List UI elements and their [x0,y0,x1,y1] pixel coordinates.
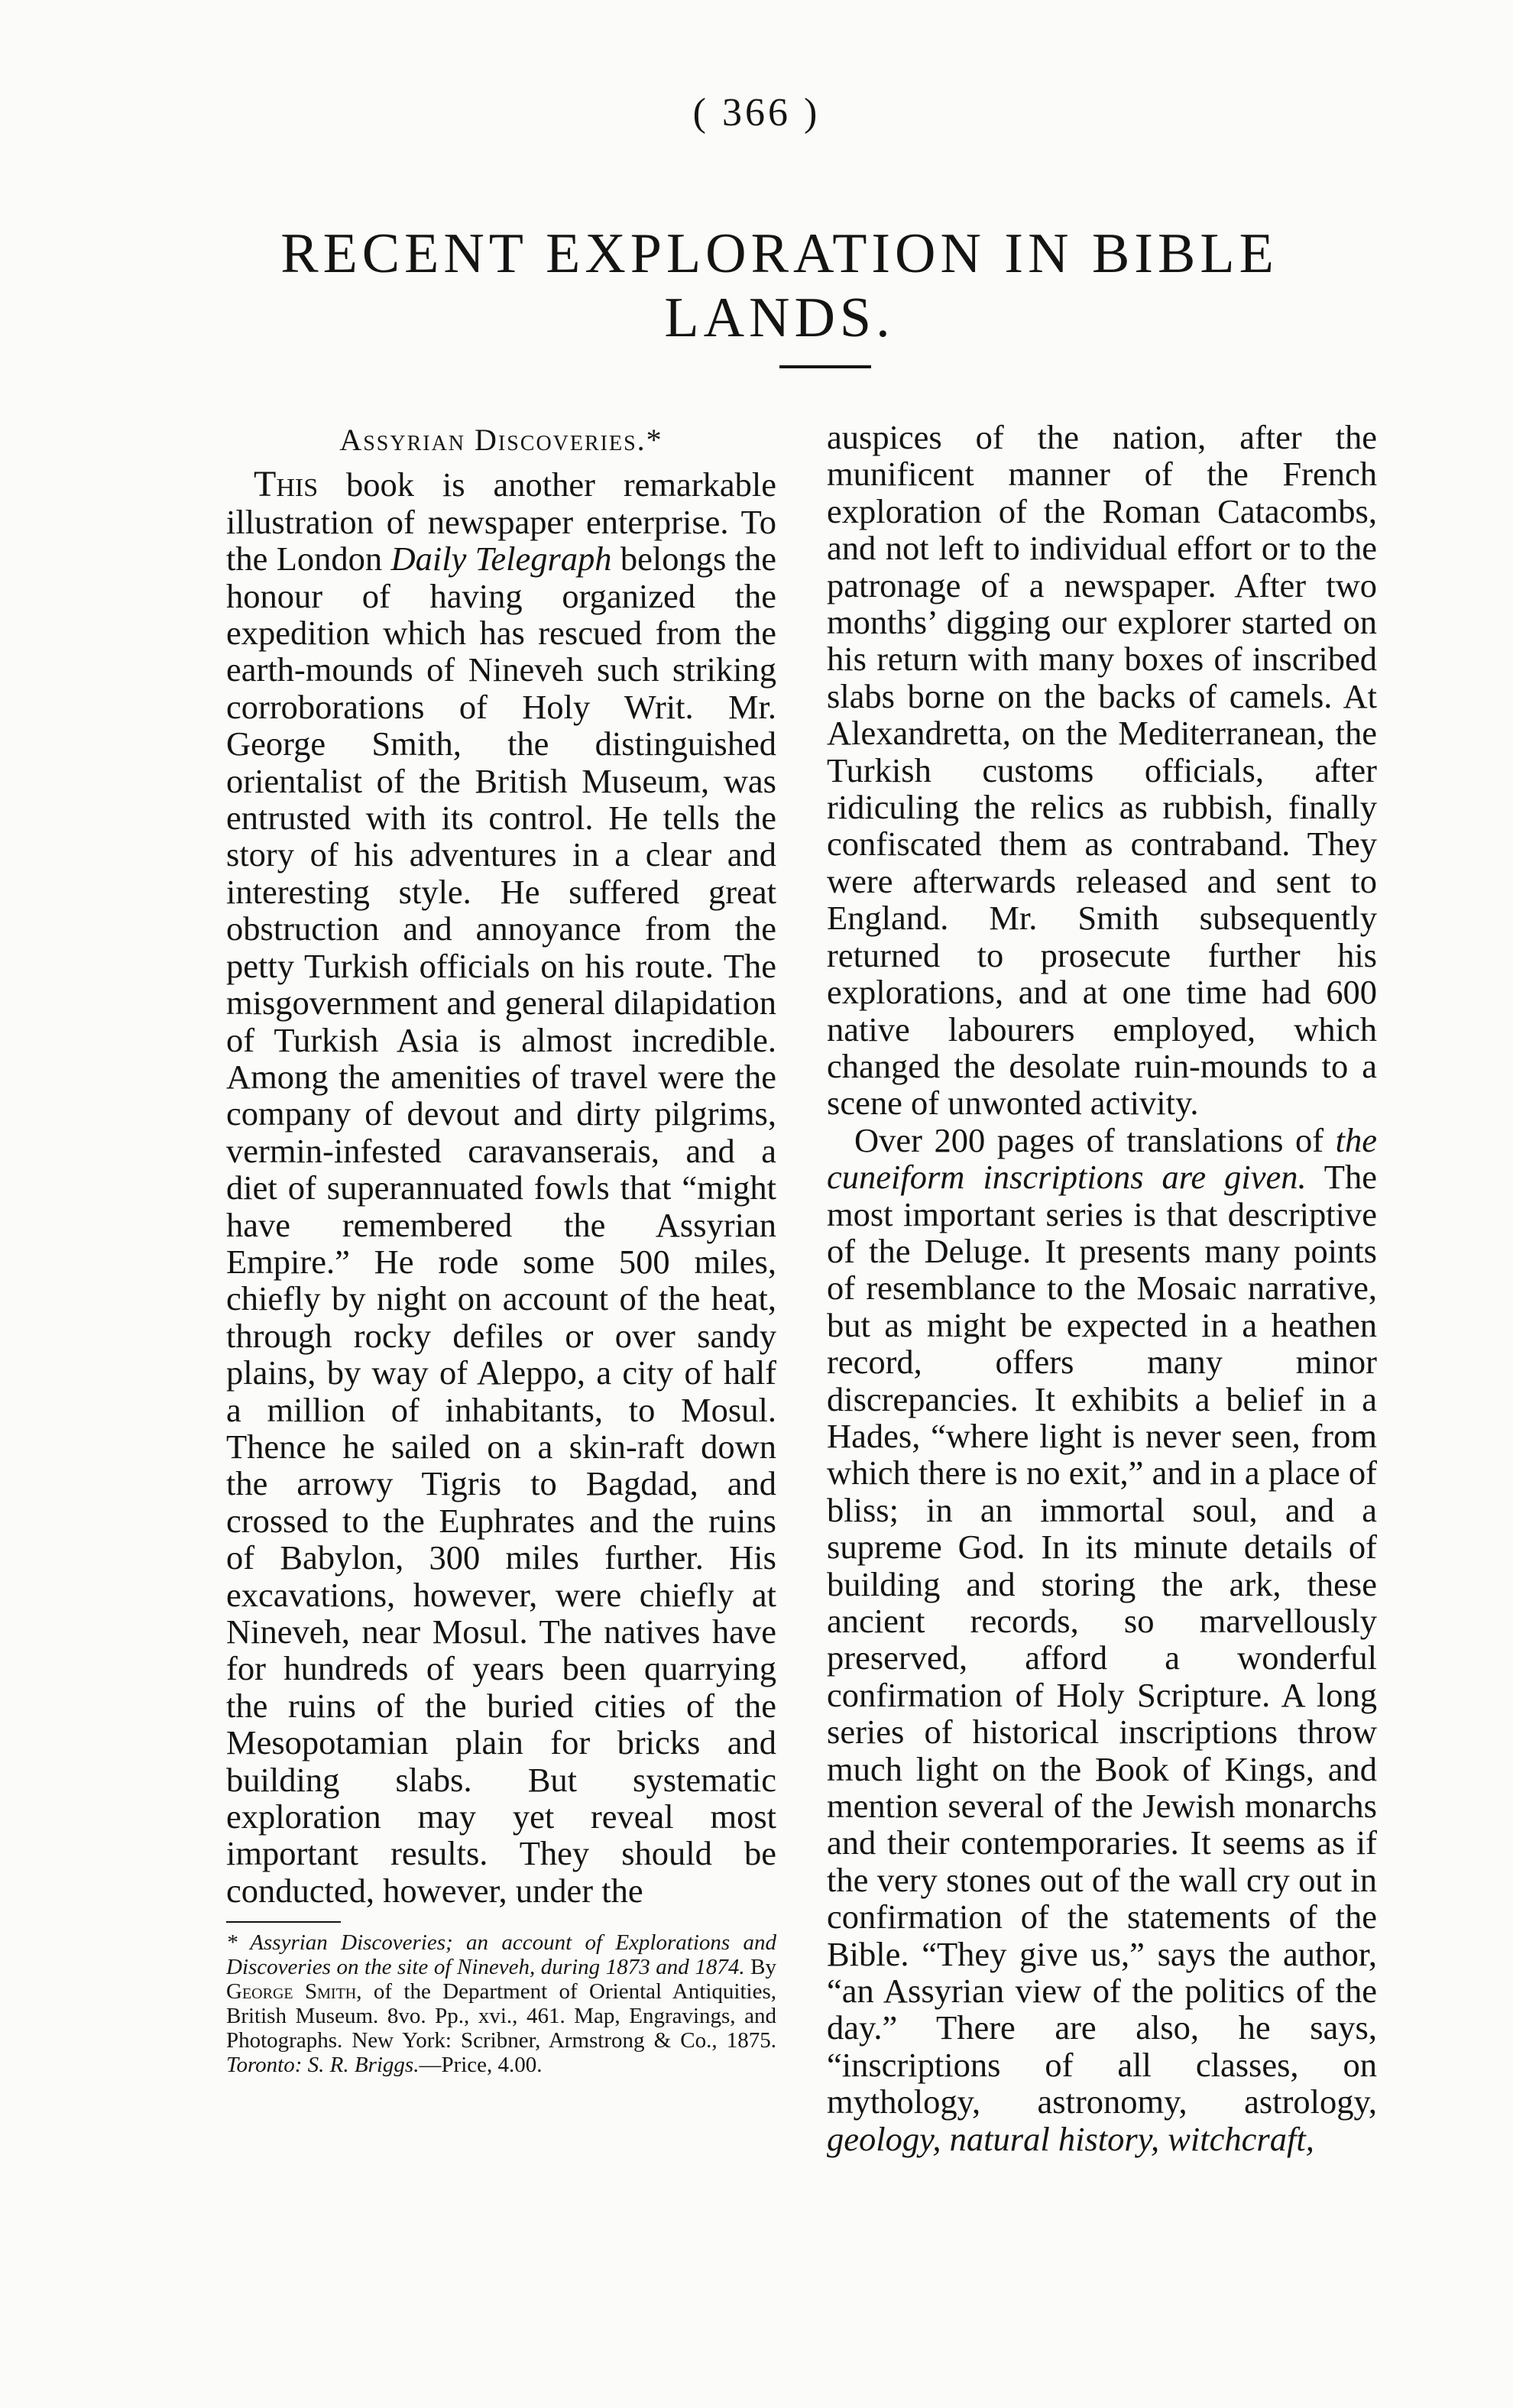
left-text-1: book is another remarkable illustration of newspaper enterprise. To the London [226,465,776,579]
footnote-separator [226,1921,341,1923]
right-paragraph-1: auspices of the nation, after the munificent manner of the French exploration of the Roman Catacombs, and not left to individual effort or to the patronage of a newspaper. After two months’ digging our explorer started on his return with many boxes of inscribed slabs borne on the backs of camels. At Alexandretta, on the Mediterranean, the Turkish customs officials, after ridiculing the relics as rubbish, finally confiscated them as contraband. They were afterwards released and sent to England. Mr. Smith subsequently returned to prosecute further his explorations, and at one time had 600 native labourers employed, which changed the desolate ruin-mounds to a scene of unwonted activity. [827,418,1377,1123]
title-divider [779,365,871,368]
footnote [226,1930,776,2077]
right-text-1: Over 200 pages of translations of [854,1120,1336,1159]
right-italic-1: the cuneiform inscriptions are given. [827,1120,1377,1197]
right-text-2: The most important series is that descriptive of the Deluge. It presents many points of resemblance to the Mosaic narrative, but as might be expected in a heathen record, offers many minor discrepancies. It exhibits a belief in a Hades, “where light is never seen, from which there is no exit,” and in a place of bliss; in an immortal soul, and a supreme God. In its minute details of building and storing the ark, these ancient records, so marvellously preserved, afford a wonderful confirmation of Holy Scripture. A long series of historical inscriptions throw much light on the Book of Kings, and mention several of the Jewish monarchs and their contemporaries. It seems as if the very stones out of the wall cry out in confirmation of the statements of the Bible. “They give us,” says the author, “an Assyrian view of the politics of the day.” There are also, he says, “inscriptions of all classes, on mythology, astronomy, astrology, [827,1158,1377,2121]
footnote-by: By [744,1955,777,1980]
opening-word: This [254,464,319,505]
left-column [226,419,776,2077]
newspaper-name: Daily Telegraph [390,540,612,579]
section-heading: Assyrian Discoveries.* [339,423,663,457]
footnote-publisher: Toronto: S. R. Briggs. [226,2053,420,2078]
footnote-price: —Price, 4.00. [419,2053,543,2078]
footnote-title: * Assyrian Discoveries; an account of Explorations and Discoveries on the site of Nineveh, during 1873 and 1874. [226,1930,776,1980]
right-italic-2: geology, natural history, witchcraft, [827,2119,1314,2158]
left-text-2: belongs the honour of having organized the expedition which has rescued from the earth-mounds of Nineveh such striking corroborations of Holy Writ. Mr. George Smith, the distinguished orientalist of the British Museum, was entrusted with its control. He tells the story of his adventures in a clear and interesting style. He suffered great obstruction and annoyance from the petty Turkish officials on his route. The misgovernment and general dilapidation of Turkish Asia is almost incredible. Among the amenities of travel were the company of devout and dirty pilgrims, vermin-infested caravanserais, and a diet of superannuated fowls that “might have remembered the Assyrian Empire.” He rode some 500 miles, chiefly by night on account of the heat, through rocky defiles or over sandy plains, by way of Aleppo, a city of half a million of inhabitants, to Mosul. Thence he sailed on a skin-raft down the arrowy Tigris to Bagdad, and crossed to the Euphrates and the ruins of Babylon, 300 miles further. His excavations, however, were chiefly at Nineveh, near Mosul. The natives have for hundreds of years been quarrying the ruins of the buried cities of the Mesopotamian plain for bricks and building slabs. But systematic exploration may yet reveal most important results. They should be conducted, however, under the [226,540,776,1910]
right-paragraph-2 [827,1122,1377,2157]
article-title: RECENT EXPLORATION IN BIBLE LANDS. [280,222,1278,349]
right-column [827,419,1377,2157]
footnote-author: George Smith [226,1979,357,2005]
left-paragraph [226,466,776,1909]
footnote-details: , of the Department of Oriental Antiquities, British Museum. 8vo. Pp., xvi., 461. Map, Engravings, and Photographs. New York: Scribner, Armstrong & Co., 1875. [226,1979,776,2053]
page-number: ( 366 ) [692,91,821,134]
